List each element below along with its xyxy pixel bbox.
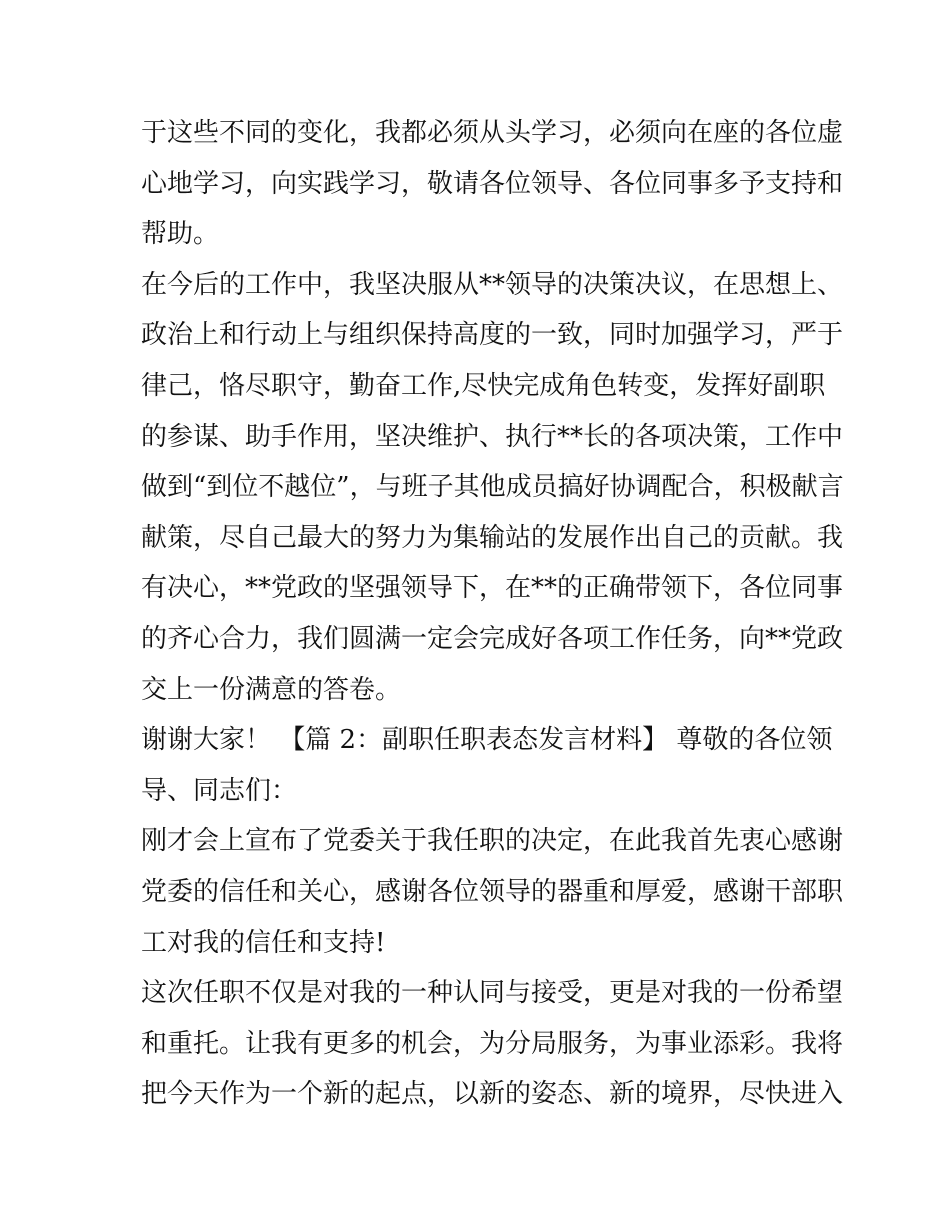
text-line: 帮助。 [141, 219, 220, 250]
text-line: 谢谢大家！ 【篇 2：副职任职表态发言材料】 尊敬的各位领 [141, 725, 833, 756]
text-line: 和重托。让我有更多的机会，为分局服务，为事业添彩。我将 [141, 1028, 844, 1059]
text-line: 于这些不同的变化，我都必须从头学习，必须向在座的各位虚 [141, 118, 844, 148]
text-line: 党委的信任和关心，感谢各位领导的器重和厚爱，感谢干部职 [141, 876, 844, 907]
text-line: 有决心，**党政的坚强领导下，在**的正确带领下，各位同事 [141, 573, 844, 604]
text-line: 的参谋、助手作用，坚决维护、执行**长的各项决策，工作中 [141, 421, 844, 452]
text-line: 做到“到位不越位”，与班子其他成员搞好协调配合，积极献言 [141, 472, 844, 503]
text-line: 交上一份满意的答卷。 [141, 674, 402, 705]
text-line: 导、同志们： [141, 775, 298, 806]
text-line: 在今后的工作中，我坚决服从**领导的决策决议，在思想上、 [141, 269, 844, 300]
text-line: 刚才会上宣布了党委关于我任职的决定，在此我首先衷心感谢 [141, 826, 844, 857]
document-body [141, 108, 844, 1120]
text-line: 把今天作为一个新的起点，以新的姿态、新的境界，尽快进入 [141, 1079, 844, 1110]
text-line: 工对我的信任和支持! [141, 927, 386, 958]
text-line: 这次任职不仅是对我的一种认同与接受，更是对我的一份希望 [141, 978, 844, 1009]
text-line: 律己，恪尽职守，勤奋工作,尽快完成角色转变，发挥好副职 [141, 370, 826, 401]
text-line: 心地学习，向实践学习，敬请各位领导、各位同事多予支持和 [141, 168, 844, 199]
text-line: 献策，尽自己最大的努力为集输站的发展作出自己的贡献。我 [141, 522, 844, 553]
text-line: 的齐心合力，我们圆满一定会完成好各项工作任务，向**党政 [141, 623, 844, 654]
text-line: 政治上和行动上与组织保持高度的一致，同时加强学习，严于 [141, 320, 844, 351]
